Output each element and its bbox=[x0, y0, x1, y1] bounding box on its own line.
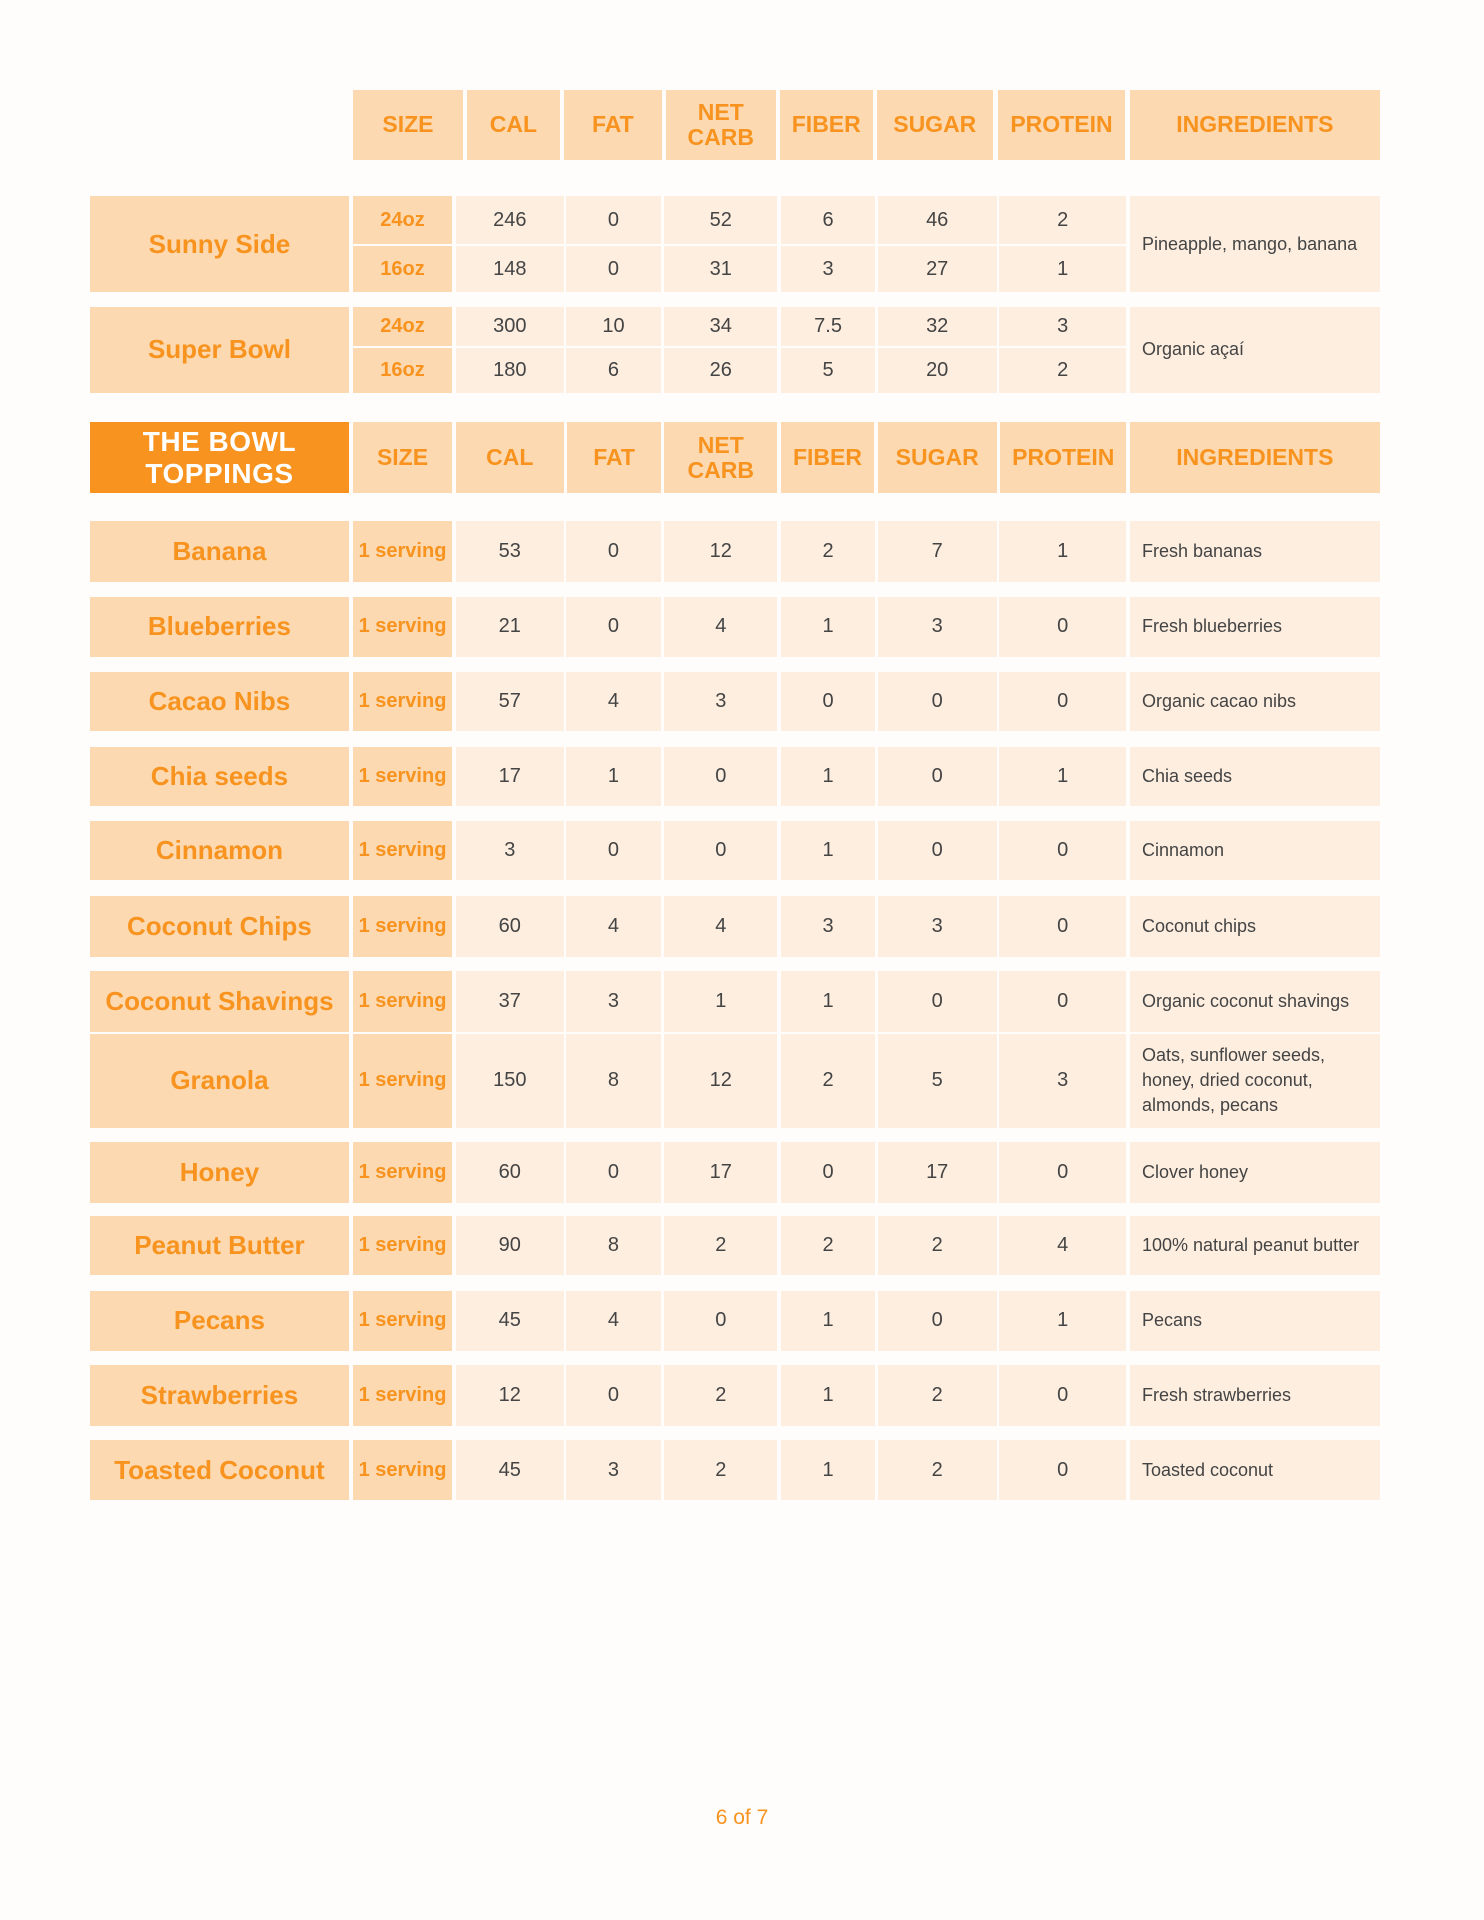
bowl-fiber-value: 5 bbox=[781, 348, 876, 393]
topping-fiber-value: 1 bbox=[781, 597, 876, 658]
topping-sugar-value: 17 bbox=[878, 1142, 997, 1203]
topping-sugar-value: 0 bbox=[878, 672, 997, 731]
topping-protein-value: 0 bbox=[999, 971, 1126, 1032]
topping-fat-value: 4 bbox=[566, 896, 661, 957]
topping-fiber-value: 1 bbox=[781, 1365, 876, 1426]
topping-name: Blueberries bbox=[90, 597, 349, 658]
topping-ingredients: Coconut chips bbox=[1130, 896, 1380, 957]
bowls-header-net-carb: NET CARB bbox=[666, 90, 776, 160]
bowl-net-carb-value: 26 bbox=[664, 348, 777, 393]
topping-size: 1 serving bbox=[353, 1365, 452, 1426]
topping-ingredients: Pecans bbox=[1130, 1291, 1380, 1350]
bowl-sugar-value: 32 bbox=[878, 307, 997, 346]
topping-net-carb-value: 12 bbox=[664, 1034, 777, 1127]
topping-size: 1 serving bbox=[353, 521, 452, 582]
topping-protein-value: 0 bbox=[999, 1365, 1126, 1426]
topping-sugar-value: 3 bbox=[878, 597, 997, 658]
topping-fiber-value: 0 bbox=[781, 672, 876, 731]
topping-fat-value: 1 bbox=[566, 747, 661, 806]
bowl-fat-value: 6 bbox=[566, 348, 661, 393]
bowl-net-carb-value: 34 bbox=[664, 307, 777, 346]
bowl-name: Sunny Side bbox=[90, 196, 349, 292]
topping-fiber-value: 3 bbox=[781, 896, 876, 957]
topping-cal-value: 53 bbox=[456, 521, 564, 582]
topping-net-carb-value: 1 bbox=[664, 971, 777, 1032]
topping-protein-value: 0 bbox=[999, 1440, 1126, 1499]
topping-cal-value: 90 bbox=[456, 1216, 564, 1275]
bowl-name: Super Bowl bbox=[90, 307, 349, 393]
topping-name: Toasted Coconut bbox=[90, 1440, 349, 1499]
topping-protein-value: 0 bbox=[999, 821, 1126, 880]
topping-size: 1 serving bbox=[353, 1440, 452, 1499]
topping-sugar-value: 0 bbox=[878, 1291, 997, 1350]
topping-ingredients: Chia seeds bbox=[1130, 747, 1380, 806]
bowl-size: 24oz bbox=[353, 196, 452, 243]
topping-net-carb-value: 0 bbox=[664, 747, 777, 806]
bowl-ingredients: Organic açaí bbox=[1130, 307, 1380, 393]
topping-cal-value: 45 bbox=[456, 1291, 564, 1350]
topping-net-carb-value: 2 bbox=[664, 1216, 777, 1275]
topping-protein-value: 4 bbox=[999, 1216, 1126, 1275]
topping-protein-value: 0 bbox=[999, 672, 1126, 731]
topping-net-carb-value: 17 bbox=[664, 1142, 777, 1203]
topping-sugar-value: 5 bbox=[878, 1034, 997, 1127]
topping-name: Banana bbox=[90, 521, 349, 582]
topping-cal-value: 12 bbox=[456, 1365, 564, 1426]
topping-name: Honey bbox=[90, 1142, 349, 1203]
topping-protein-value: 1 bbox=[999, 1291, 1126, 1350]
topping-fat-value: 3 bbox=[566, 971, 661, 1032]
page-number: 6 of 7 bbox=[715, 1806, 769, 1829]
bowl-cal-value: 246 bbox=[456, 196, 564, 243]
topping-fat-value: 8 bbox=[566, 1034, 661, 1127]
topping-fiber-value: 2 bbox=[781, 521, 876, 582]
topping-cal-value: 21 bbox=[456, 597, 564, 658]
bowls-header-size: SIZE bbox=[353, 90, 463, 160]
bowl-size: 24oz bbox=[353, 307, 452, 346]
toppings-header-protein: PROTEIN bbox=[1000, 422, 1126, 494]
topping-protein-value: 0 bbox=[999, 597, 1126, 658]
topping-name: Peanut Butter bbox=[90, 1216, 349, 1275]
topping-size: 1 serving bbox=[353, 597, 452, 658]
topping-name: Granola bbox=[90, 1034, 349, 1127]
topping-net-carb-value: 4 bbox=[664, 896, 777, 957]
topping-name: Strawberries bbox=[90, 1365, 349, 1426]
topping-fat-value: 8 bbox=[566, 1216, 661, 1275]
toppings-header-fat: FAT bbox=[567, 422, 660, 494]
bowls-header-ingredients: INGREDIENTS bbox=[1130, 90, 1380, 160]
topping-fiber-value: 0 bbox=[781, 1142, 876, 1203]
topping-sugar-value: 0 bbox=[878, 971, 997, 1032]
bowl-net-carb-value: 52 bbox=[664, 196, 777, 243]
topping-cal-value: 150 bbox=[456, 1034, 564, 1127]
toppings-header-net-carb: NET CARB bbox=[664, 422, 777, 494]
bowl-cal-value: 180 bbox=[456, 348, 564, 393]
toppings-header-fiber: FIBER bbox=[781, 422, 874, 494]
toppings-header-cal: CAL bbox=[456, 422, 564, 494]
bowl-fat-value: 10 bbox=[566, 307, 661, 346]
topping-fiber-value: 2 bbox=[781, 1034, 876, 1127]
bowls-header-sugar: SUGAR bbox=[877, 90, 993, 160]
topping-size: 1 serving bbox=[353, 896, 452, 957]
topping-net-carb-value: 3 bbox=[664, 672, 777, 731]
topping-ingredients: Fresh blueberries bbox=[1130, 597, 1380, 658]
bowls-header-protein: PROTEIN bbox=[998, 90, 1125, 160]
toppings-header-ingredients: INGREDIENTS bbox=[1130, 422, 1380, 494]
topping-protein-value: 0 bbox=[999, 1142, 1126, 1203]
topping-protein-value: 0 bbox=[999, 896, 1126, 957]
topping-fiber-value: 1 bbox=[781, 821, 876, 880]
bowl-ingredients: Pineapple, mango, banana bbox=[1130, 196, 1380, 292]
topping-fat-value: 0 bbox=[566, 597, 661, 658]
topping-ingredients: Organic coconut shavings bbox=[1130, 971, 1380, 1032]
topping-size: 1 serving bbox=[353, 1142, 452, 1203]
bowl-size: 16oz bbox=[353, 348, 452, 393]
topping-fiber-value: 1 bbox=[781, 1291, 876, 1350]
topping-fat-value: 0 bbox=[566, 521, 661, 582]
topping-size: 1 serving bbox=[353, 1291, 452, 1350]
topping-ingredients: Fresh bananas bbox=[1130, 521, 1380, 582]
topping-cal-value: 17 bbox=[456, 747, 564, 806]
bowl-net-carb-value: 31 bbox=[664, 246, 777, 292]
topping-name: Cinnamon bbox=[90, 821, 349, 880]
topping-net-carb-value: 12 bbox=[664, 521, 777, 582]
bowl-fiber-value: 7.5 bbox=[781, 307, 876, 346]
topping-ingredients: 100% natural peanut butter bbox=[1130, 1216, 1380, 1275]
topping-protein-value: 1 bbox=[999, 747, 1126, 806]
topping-fat-value: 4 bbox=[566, 1291, 661, 1350]
topping-size: 1 serving bbox=[353, 971, 452, 1032]
bowl-protein-value: 1 bbox=[999, 246, 1126, 292]
topping-net-carb-value: 0 bbox=[664, 821, 777, 880]
bowl-protein-value: 2 bbox=[999, 196, 1126, 243]
topping-sugar-value: 2 bbox=[878, 1440, 997, 1499]
topping-cal-value: 60 bbox=[456, 896, 564, 957]
topping-fiber-value: 2 bbox=[781, 1216, 876, 1275]
topping-fiber-value: 1 bbox=[781, 1440, 876, 1499]
topping-name: Coconut Chips bbox=[90, 896, 349, 957]
bowl-sugar-value: 46 bbox=[878, 196, 997, 243]
topping-name: Chia seeds bbox=[90, 747, 349, 806]
bowl-size: 16oz bbox=[353, 246, 452, 292]
topping-size: 1 serving bbox=[353, 821, 452, 880]
bowl-fiber-value: 3 bbox=[781, 246, 876, 292]
topping-fiber-value: 1 bbox=[781, 971, 876, 1032]
bowl-protein-value: 2 bbox=[999, 348, 1126, 393]
toppings-header-size: SIZE bbox=[353, 422, 452, 494]
topping-fat-value: 0 bbox=[566, 1142, 661, 1203]
bowl-sugar-value: 20 bbox=[878, 348, 997, 393]
bowl-cal-value: 300 bbox=[456, 307, 564, 346]
topping-ingredients: Oats, sunflower seeds, honey, dried coconut, almonds, pecans bbox=[1130, 1034, 1380, 1127]
topping-net-carb-value: 2 bbox=[664, 1365, 777, 1426]
topping-ingredients: Toasted coconut bbox=[1130, 1440, 1380, 1499]
topping-name: Coconut Shavings bbox=[90, 971, 349, 1032]
bowls-header-cal: CAL bbox=[467, 90, 560, 160]
topping-sugar-value: 0 bbox=[878, 821, 997, 880]
topping-fat-value: 4 bbox=[566, 672, 661, 731]
topping-sugar-value: 2 bbox=[878, 1216, 997, 1275]
topping-sugar-value: 2 bbox=[878, 1365, 997, 1426]
bowl-fiber-value: 6 bbox=[781, 196, 876, 243]
topping-ingredients: Fresh strawberries bbox=[1130, 1365, 1380, 1426]
topping-sugar-value: 0 bbox=[878, 747, 997, 806]
topping-ingredients: Clover honey bbox=[1130, 1142, 1380, 1203]
bowl-sugar-value: 27 bbox=[878, 246, 997, 292]
bowls-header-fat: FAT bbox=[564, 90, 662, 160]
bowl-cal-value: 148 bbox=[456, 246, 564, 292]
topping-size: 1 serving bbox=[353, 747, 452, 806]
topping-size: 1 serving bbox=[353, 672, 452, 731]
topping-fat-value: 3 bbox=[566, 1440, 661, 1499]
topping-net-carb-value: 2 bbox=[664, 1440, 777, 1499]
topping-name: Pecans bbox=[90, 1291, 349, 1350]
topping-size: 1 serving bbox=[353, 1216, 452, 1275]
topping-fat-value: 0 bbox=[566, 1365, 661, 1426]
bowls-header-fiber: FIBER bbox=[780, 90, 873, 160]
topping-cal-value: 57 bbox=[456, 672, 564, 731]
topping-size: 1 serving bbox=[353, 1034, 452, 1127]
topping-fat-value: 0 bbox=[566, 821, 661, 880]
bowl-fat-value: 0 bbox=[566, 246, 661, 292]
topping-ingredients: Organic cacao nibs bbox=[1130, 672, 1380, 731]
topping-ingredients: Cinnamon bbox=[1130, 821, 1380, 880]
toppings-header-sugar: SUGAR bbox=[878, 422, 997, 494]
topping-name: Cacao Nibs bbox=[90, 672, 349, 731]
topping-protein-value: 3 bbox=[999, 1034, 1126, 1127]
topping-net-carb-value: 4 bbox=[664, 597, 777, 658]
topping-sugar-value: 3 bbox=[878, 896, 997, 957]
topping-cal-value: 60 bbox=[456, 1142, 564, 1203]
topping-cal-value: 3 bbox=[456, 821, 564, 880]
topping-fiber-value: 1 bbox=[781, 747, 876, 806]
topping-net-carb-value: 0 bbox=[664, 1291, 777, 1350]
bowl-fat-value: 0 bbox=[566, 196, 661, 243]
toppings-title: THE BOWL TOPPINGS bbox=[90, 422, 349, 494]
topping-cal-value: 37 bbox=[456, 971, 564, 1032]
bowl-protein-value: 3 bbox=[999, 307, 1126, 346]
topping-protein-value: 1 bbox=[999, 521, 1126, 582]
topping-sugar-value: 7 bbox=[878, 521, 997, 582]
topping-cal-value: 45 bbox=[456, 1440, 564, 1499]
